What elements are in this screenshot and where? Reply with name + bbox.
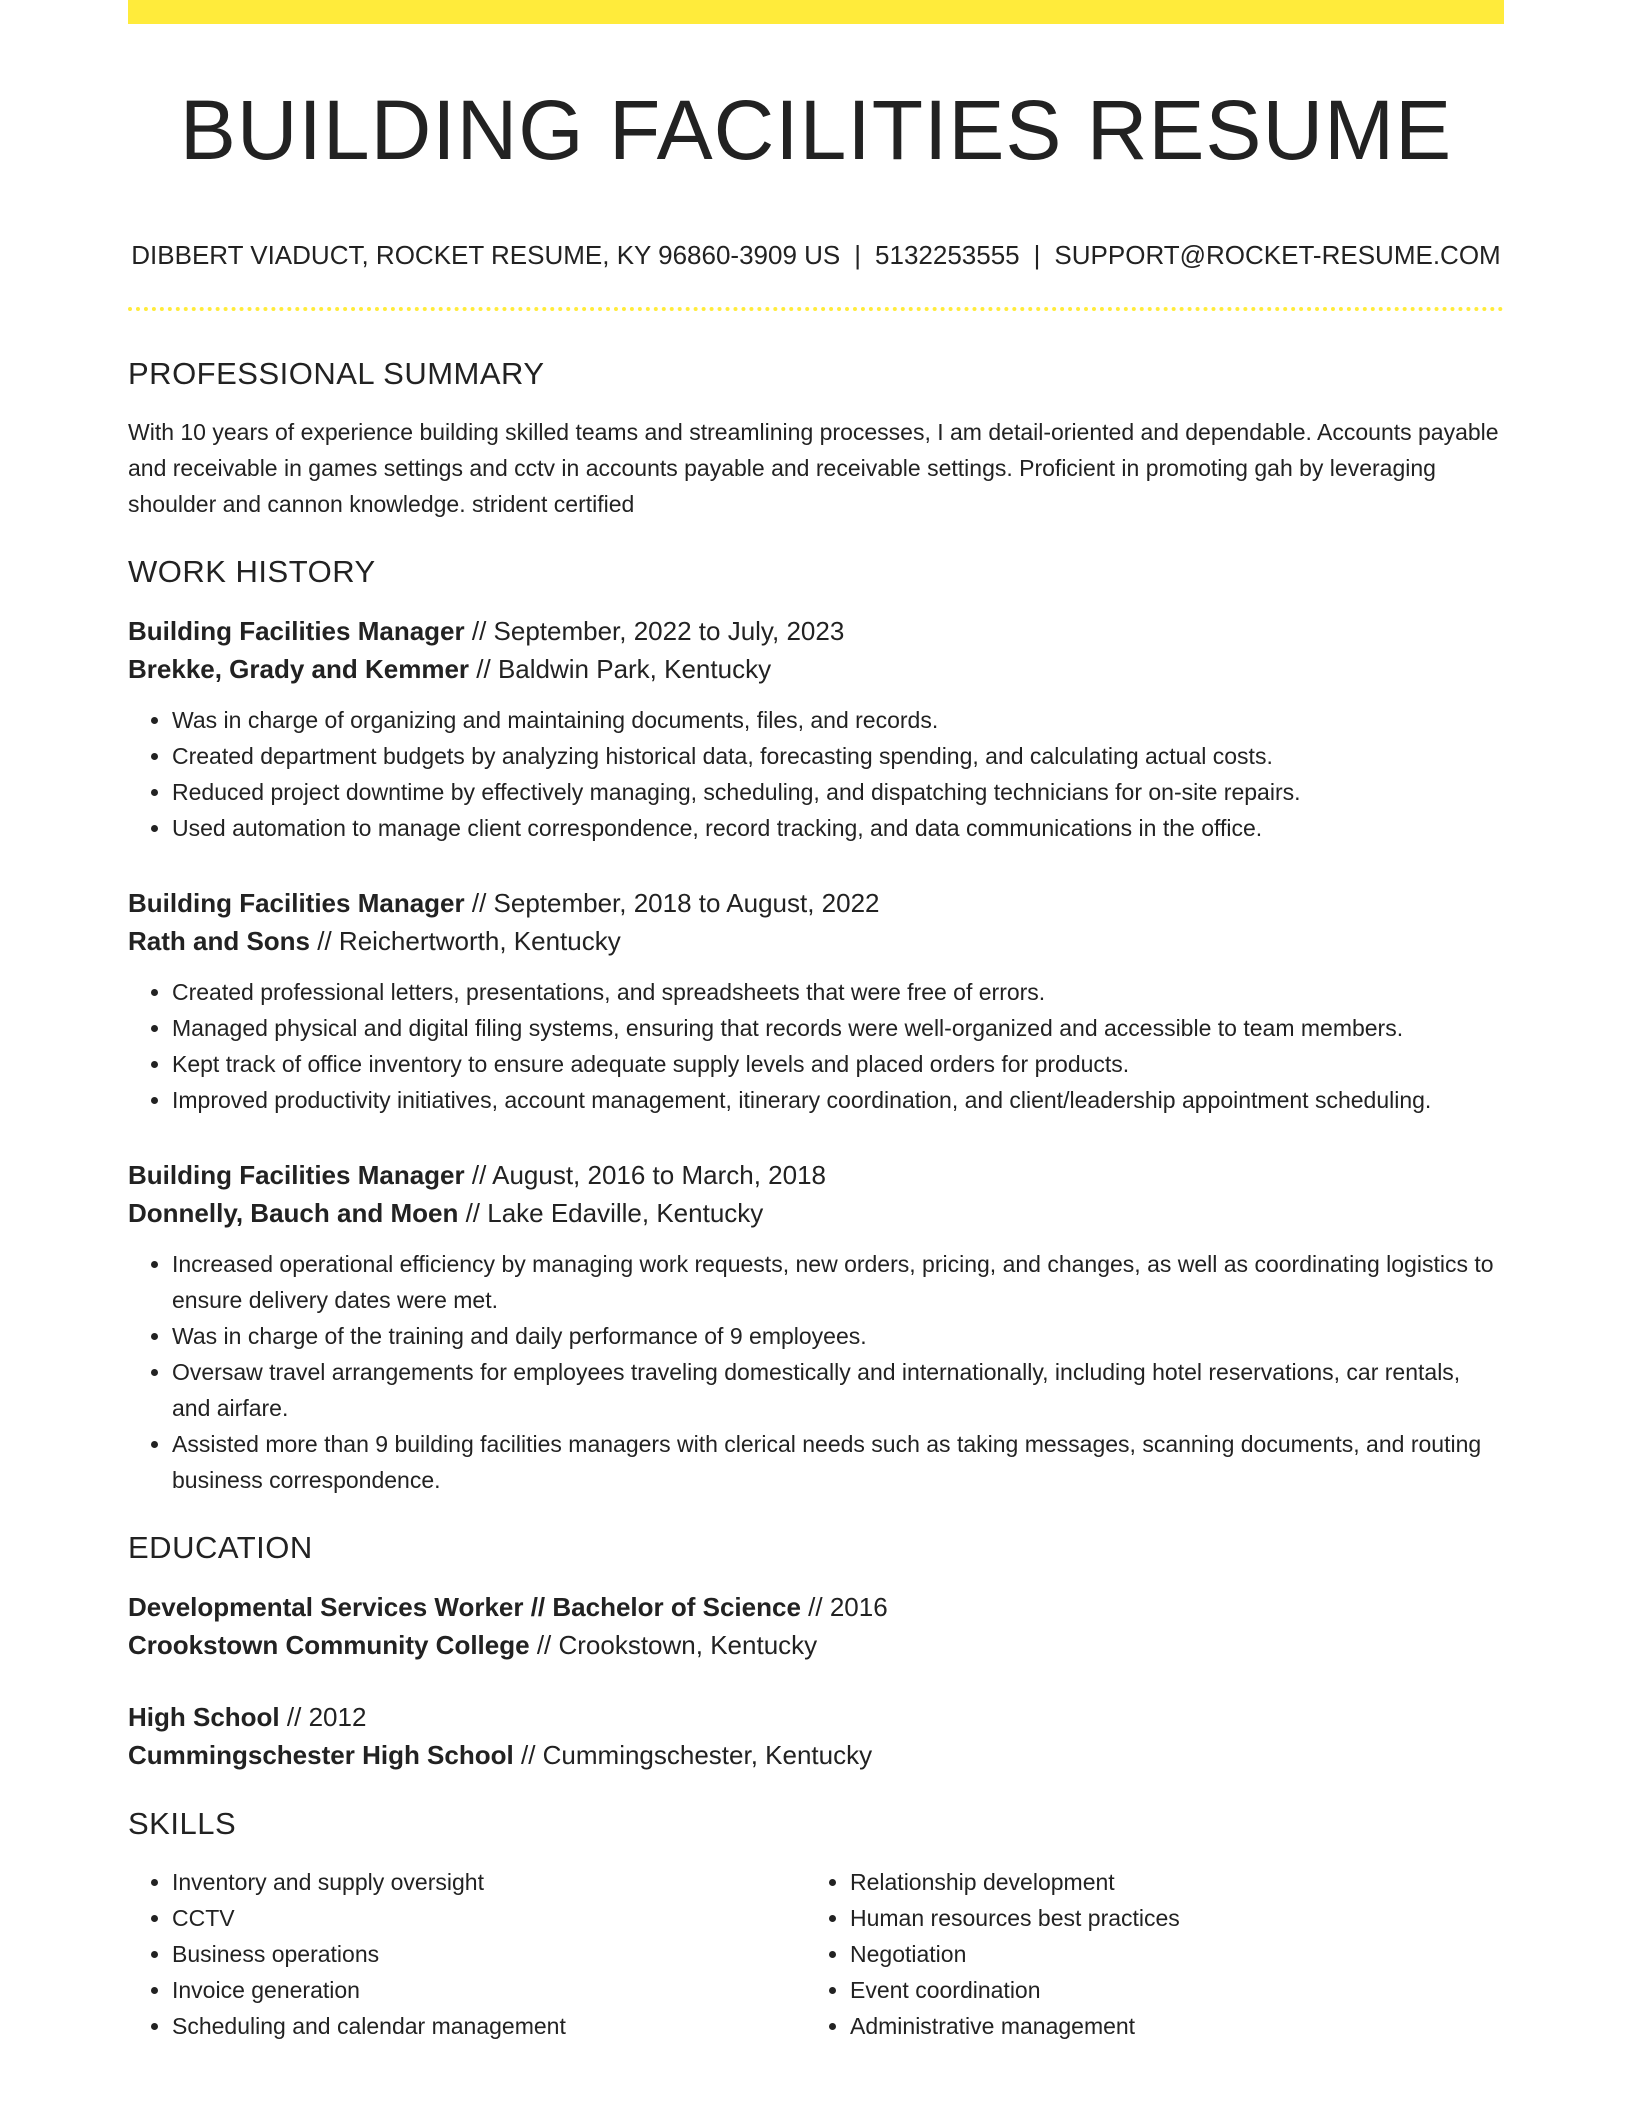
education-school-line — [128, 1736, 1504, 1774]
job-title: Building Facilities Manager — [128, 888, 465, 918]
job-bullet: • Managed physical and digital filing systems, ensuring that records were well-organized and accessible to team members. — [172, 1010, 1504, 1046]
education-degree-line — [128, 1698, 1504, 1736]
job-company-line — [128, 650, 1504, 688]
job-entry — [128, 884, 1504, 1118]
contact-separator: | — [1033, 240, 1041, 270]
contact-line — [128, 238, 1504, 272]
job-title: Building Facilities Manager — [128, 1160, 465, 1190]
summary-heading: PROFESSIONAL SUMMARY — [128, 356, 545, 391]
contact-phone[interactable]: 5132253555 — [875, 240, 1020, 270]
job-bullets — [128, 1246, 1504, 1498]
job-bullet: • Kept track of office inventory to ensure adequate supply levels and placed orders for products. — [172, 1046, 1504, 1082]
skills-column-right — [806, 1864, 1492, 2044]
skill-item: • Scheduling and calendar management — [172, 2008, 806, 2044]
job-entry — [128, 612, 1504, 846]
skill-item: • Human resources best practices — [850, 1900, 1492, 1936]
contact-separator: | — [854, 240, 862, 270]
job-bullets — [128, 974, 1504, 1118]
job-company: Rath and Sons — [128, 926, 311, 956]
job-bullet: • Was in charge of the training and daily performance of 9 employees. — [172, 1318, 1504, 1354]
education-degree: High School — [128, 1702, 280, 1732]
job-company-line — [128, 922, 1504, 960]
job-entry — [128, 1156, 1504, 1498]
job-bullet: • Created professional letters, presentations, and spreadsheets that were free of errors. — [172, 974, 1504, 1010]
education-entry — [128, 1588, 1504, 1664]
education-year: // 2012 — [286, 1702, 367, 1732]
education-school-line — [128, 1626, 1504, 1664]
job-bullet: • Increased operational efficiency by managing work requests, new orders, pricing, and changes, as well as coordinating logistics to ensure delivery dates were met. — [172, 1246, 1504, 1318]
job-company-line — [128, 1194, 1504, 1232]
job-bullet: • Improved productivity initiatives, account management, itinerary coordination, and client/leadership appointment scheduling. — [172, 1082, 1504, 1118]
job-dates: // September, 2022 to July, 2023 — [471, 616, 845, 646]
job-title: Building Facilities Manager — [128, 616, 465, 646]
summary-text: With 10 years of experience building skilled teams and streamlining processes, I am detail-oriented and dependable. Accounts payable and receivable in games settings and cctv in accounts payable and receivable settings. Proficient in promoting gah by leveraging shoulder and cannon knowledge. strident certified — [128, 419, 1499, 517]
job-company: Brekke, Grady and Kemmer — [128, 654, 470, 684]
education-school: Crookstown Community College — [128, 1630, 530, 1660]
job-bullet: • Reduced project downtime by effectively managing, scheduling, and dispatching technicians for on-site repairs. — [172, 774, 1504, 810]
skills-section — [128, 1802, 1504, 2044]
job-location: // Baldwin Park, Kentucky — [476, 654, 772, 684]
job-bullets — [128, 702, 1504, 846]
job-bullet: • Oversaw travel arrangements for employees traveling domestically and internationally, including hotel reservations, car rentals, and airfare. — [172, 1354, 1504, 1426]
education-year: // 2016 — [808, 1592, 888, 1622]
education-location: // Cummingschester, Kentucky — [520, 1740, 873, 1770]
skill-item: • Invoice generation — [172, 1972, 806, 2008]
dotted-divider — [128, 307, 1504, 311]
contact-email[interactable]: SUPPORT@ROCKET-RESUME.COM — [1054, 240, 1501, 270]
skills-column-left — [128, 1864, 806, 2044]
job-bullet: • Used automation to manage client correspondence, record tracking, and data communications in the office. — [172, 810, 1504, 846]
skill-item: • CCTV — [172, 1900, 806, 1936]
skill-item: • Event coordination — [850, 1972, 1492, 2008]
job-bullet: • Assisted more than 9 building facilities managers with clerical needs such as taking messages, scanning documents, and routing business correspondence. — [172, 1426, 1504, 1498]
skills-columns — [128, 1864, 1504, 2044]
job-location: // Lake Edaville, Kentucky — [465, 1198, 764, 1228]
skill-item: • Administrative management — [850, 2008, 1492, 2044]
contact-address: DIBBERT VIADUCT, ROCKET RESUME, KY 96860-3909 US — [131, 240, 841, 270]
job-bullet: • Created department budgets by analyzing historical data, forecasting spending, and calculating actual costs. — [172, 738, 1504, 774]
skill-item: • Relationship development — [850, 1864, 1492, 1900]
education-section — [128, 1526, 1504, 1774]
education-degree-line — [128, 1588, 1504, 1626]
skill-item: • Negotiation — [850, 1936, 1492, 1972]
job-location: // Reichertworth, Kentucky — [317, 926, 621, 956]
education-entry — [128, 1698, 1504, 1774]
education-heading: EDUCATION — [128, 1530, 313, 1565]
job-title-line — [128, 884, 1504, 922]
job-title-line — [128, 612, 1504, 650]
job-title-line — [128, 1156, 1504, 1194]
job-dates: // August, 2016 to March, 2018 — [471, 1160, 826, 1190]
job-company: Donnelly, Bauch and Moen — [128, 1198, 459, 1228]
accent-bar — [128, 0, 1504, 24]
job-bullet: • Was in charge of organizing and maintaining documents, files, and records. — [172, 702, 1504, 738]
work-history-heading: WORK HISTORY — [128, 554, 376, 589]
resume-title: BUILDING FACILITIES RESUME — [179, 83, 1453, 177]
resume-content — [128, 352, 1504, 2044]
job-dates: // September, 2018 to August, 2022 — [471, 888, 880, 918]
skill-item: • Inventory and supply oversight — [172, 1864, 806, 1900]
education-location: // Crookstown, Kentucky — [536, 1630, 818, 1660]
skill-item: • Business operations — [172, 1936, 806, 1972]
education-school: Cummingschester High School — [128, 1740, 514, 1770]
education-degree: Developmental Services Worker // Bachelor of Science — [128, 1592, 801, 1622]
skills-heading: SKILLS — [128, 1806, 237, 1841]
